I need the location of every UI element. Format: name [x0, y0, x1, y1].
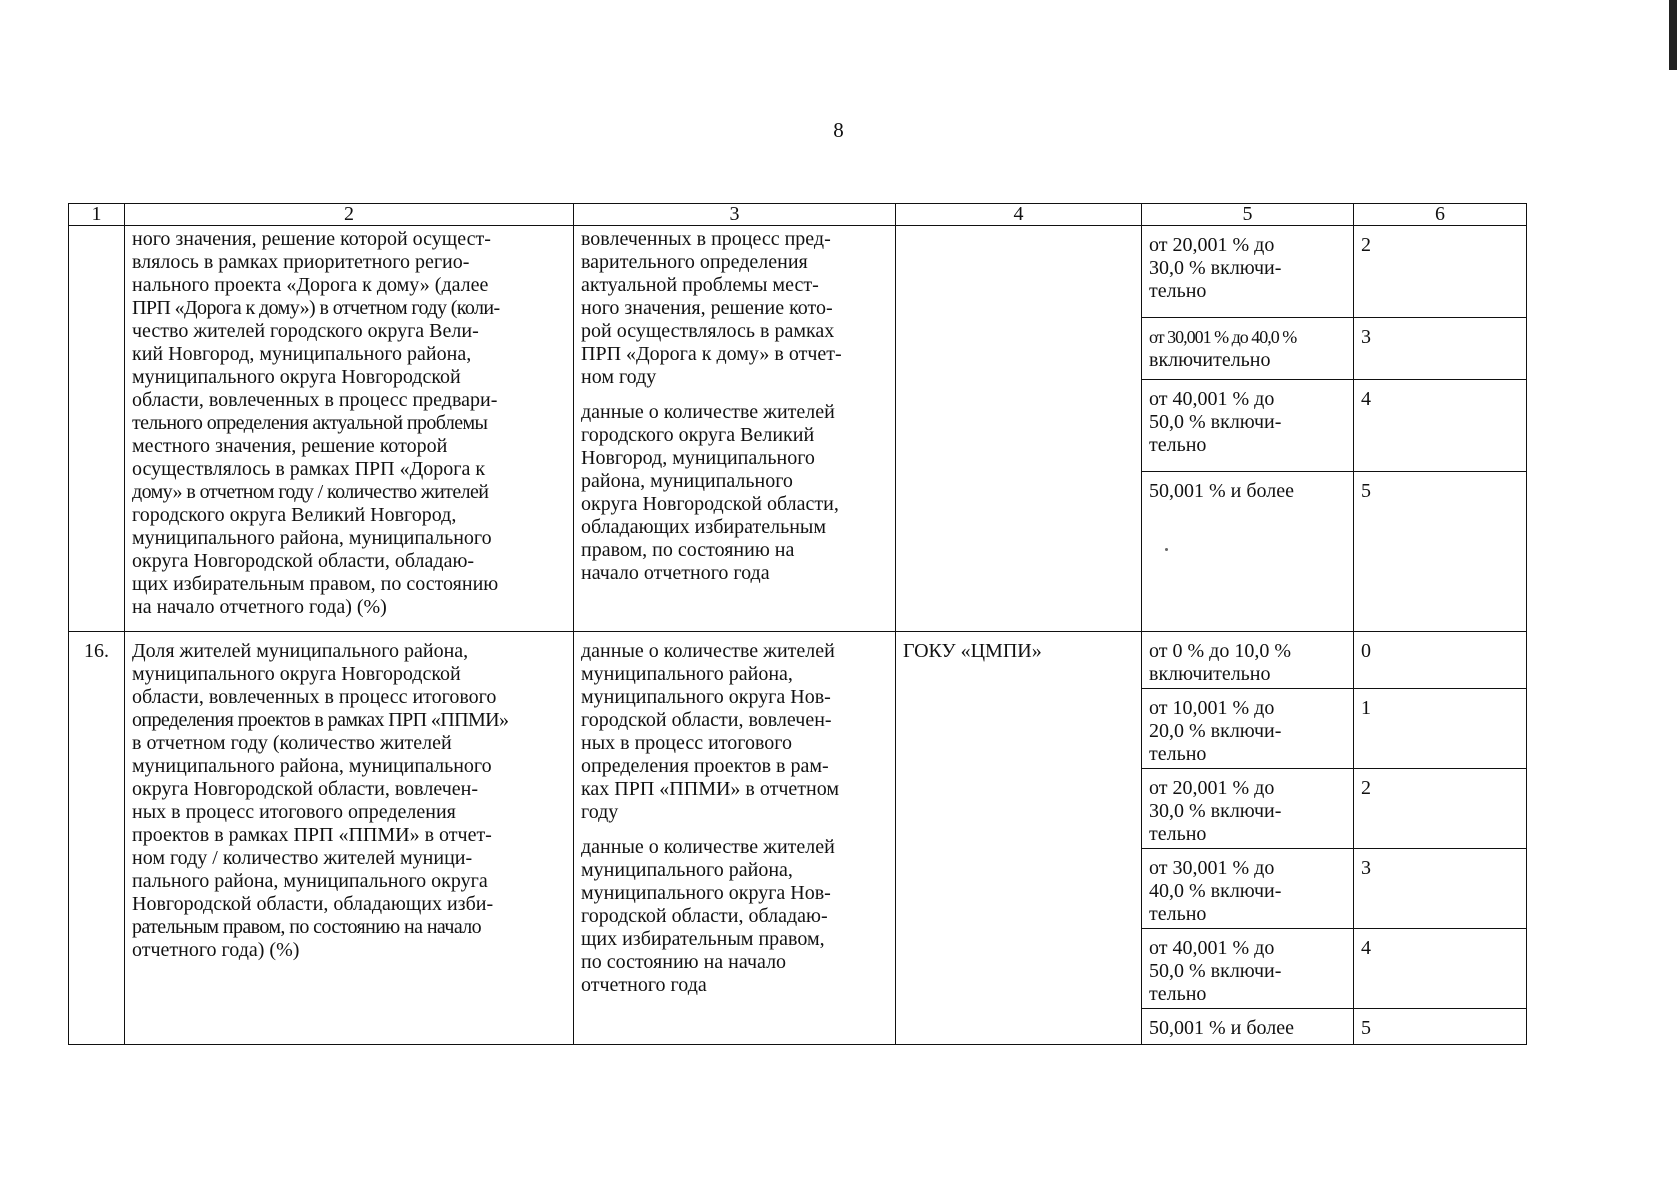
indicator-line: местного значения, решение которой: [132, 435, 448, 457]
source-line: городской области, вовлечен-: [581, 709, 832, 731]
row-index-cell: [69, 226, 125, 632]
range-line: от 30,001 % до 40,0 %: [1149, 327, 1297, 347]
indicator-line: осуществлялось в рамках ПРП «Дорога к: [132, 458, 486, 480]
range-line: 20,0 % включи-: [1149, 720, 1282, 742]
indicator-line: ного значения, решение которой осущест-: [132, 228, 491, 250]
range-line: тельно: [1149, 434, 1207, 456]
indicator-line: пального района, муниципального округа: [132, 870, 488, 892]
source-line: обладающих избирательным: [581, 516, 826, 538]
indicator-line: в отчетном году (количество жителей: [132, 732, 452, 754]
source-line: году: [581, 801, 619, 823]
source-line: рой осуществлялось в рамках: [581, 320, 835, 342]
indicator-line: Доля жителей муниципального района,: [132, 640, 469, 662]
source-line: муниципального района,: [581, 859, 793, 881]
indicator-line: отчетного года) (%): [132, 939, 300, 961]
source-block: [581, 401, 889, 585]
source-line: ном году: [581, 366, 657, 388]
range-cell: [1142, 632, 1354, 689]
table-header-row: [69, 204, 1527, 226]
indicator-line: кий Новгород, муниципального района,: [132, 343, 472, 365]
indicator-line: влялось в рамках приоритетного регио-: [132, 251, 470, 273]
header-col-3: 3: [574, 204, 896, 226]
responsible-org: ГОКУ «ЦМПИ»: [903, 640, 1042, 662]
range-line: 30,0 % включи-: [1149, 257, 1282, 279]
score-value: 0: [1361, 640, 1371, 662]
source-line: варительного определения: [581, 251, 808, 273]
score-value: 2: [1361, 234, 1371, 256]
source-cell: [574, 226, 896, 632]
source-line: Новгород, муниципального: [581, 447, 815, 469]
source-line: щих избирательным правом,: [581, 928, 825, 950]
score-cell: [1354, 689, 1527, 769]
range-line: тельно: [1149, 280, 1207, 302]
score-cell: [1354, 769, 1527, 849]
source-line: данные о количестве жителей: [581, 836, 835, 858]
source-line: вовлеченных в процесс пред-: [581, 228, 831, 250]
header-col-1: 1: [69, 204, 125, 226]
source-block: [581, 836, 889, 997]
source-line: ПРП «Дорога к дому» в отчет-: [581, 343, 842, 365]
range-line: 40,0 % включи-: [1149, 880, 1282, 902]
range-line: от 40,001 % до: [1149, 937, 1275, 959]
indicator-line: области, вовлеченных в процесс итогового: [132, 686, 497, 708]
indicator-line: нального проекта «Дорога к дому» (далее: [132, 274, 489, 296]
score-cell: [1354, 849, 1527, 929]
indicator-line: муниципального округа Новгородской: [132, 663, 461, 685]
range-line: от 10,001 % до: [1149, 697, 1275, 719]
range-cell: [1142, 380, 1354, 472]
score-cell: [1354, 226, 1527, 318]
range-line: 50,0 % включи-: [1149, 411, 1282, 433]
source-line: городского округа Великий: [581, 424, 815, 446]
range-cell: [1142, 769, 1354, 849]
source-line: муниципального округа Нов-: [581, 882, 831, 904]
score-value: 3: [1361, 326, 1371, 348]
criteria-table: [68, 203, 1527, 1045]
scan-edge-mark: [1669, 0, 1677, 70]
source-block: [581, 228, 889, 389]
range-cell: [1142, 1009, 1354, 1045]
source-line: начало отчетного года: [581, 562, 770, 584]
score-cell: [1354, 929, 1527, 1009]
source-cell: [574, 632, 896, 1045]
score-value: 5: [1361, 480, 1371, 502]
indicator-line: дому» в отчетном году / количество жителей: [132, 481, 489, 503]
range-line: 50,001 % и более: [1149, 1017, 1295, 1039]
indicator-line: Новгородской области, обладающих изби-: [132, 893, 494, 915]
header-col-2: 2: [125, 204, 574, 226]
range-line: от 20,001 % до: [1149, 777, 1275, 799]
row-index-cell: [69, 632, 125, 1045]
header-col-4: 4: [896, 204, 1142, 226]
source-block: [581, 634, 889, 824]
range-line: 30,0 % включи-: [1149, 800, 1282, 822]
indicator-line: рательным правом, по состоянию на начало: [132, 916, 482, 938]
source-line: муниципального района,: [581, 663, 793, 685]
score-cell: [1354, 380, 1527, 472]
indicator-cell: [125, 226, 574, 632]
range-line: тельно: [1149, 743, 1207, 765]
indicator-line: городского округа Великий Новгород,: [132, 504, 457, 526]
indicator-line: на начало отчетного года) (%): [132, 596, 387, 618]
indicator-line: ных в процесс итогового определения: [132, 801, 456, 823]
indicator-line: определения проектов в рамках ПРП «ППМИ»: [132, 709, 509, 731]
responsible-cell: [896, 632, 1142, 1045]
indicator-line: ПРП «Дорога к дому») в отчетном году (коли-: [132, 297, 500, 319]
table-row: [69, 632, 1527, 689]
score-value: 4: [1361, 388, 1371, 410]
header-col-6: 6: [1354, 204, 1527, 226]
indicator-line: округа Новгородской области, вовлечен-: [132, 778, 479, 800]
page-number: 8: [833, 118, 844, 142]
score-value: 1: [1361, 697, 1371, 719]
range-line: включительно: [1149, 663, 1271, 685]
score-value: 4: [1361, 937, 1371, 959]
range-line: от 40,001 % до: [1149, 388, 1275, 410]
source-line: ках ПРП «ППМИ» в отчетном: [581, 778, 839, 800]
source-line: отчетного года: [581, 974, 707, 996]
range-line: тельно: [1149, 903, 1207, 925]
table-row: [69, 226, 1527, 318]
indicator-line: муниципального района, муниципального: [132, 527, 492, 549]
range-line: 50,0 % включи-: [1149, 960, 1282, 982]
source-line: района, муниципального: [581, 470, 793, 492]
source-line: муниципального округа Нов-: [581, 686, 831, 708]
source-line: данные о количестве жителей: [581, 401, 835, 423]
source-line: ных в процесс итогового: [581, 732, 793, 754]
range-cell: [1142, 689, 1354, 769]
indicator-line: муниципального округа Новгородской: [132, 366, 461, 388]
range-cell: [1142, 929, 1354, 1009]
source-line: ного значения, решение кото-: [581, 297, 833, 319]
score-value: 2: [1361, 777, 1371, 799]
indicator-line: щих избирательным правом, по состоянию: [132, 573, 499, 595]
source-line: актуальной проблемы мест-: [581, 274, 819, 296]
indicator-line: округа Новгородской области, обладаю-: [132, 550, 475, 572]
range-line: тельно: [1149, 823, 1207, 845]
range-line: от 30,001 % до: [1149, 857, 1275, 879]
scan-speck: [1165, 548, 1168, 551]
score-value: 3: [1361, 857, 1371, 879]
indicator-line: тельного определения актуальной проблемы: [132, 412, 488, 434]
score-cell: [1354, 472, 1527, 632]
range-cell: [1142, 849, 1354, 929]
responsible-cell: [896, 226, 1142, 632]
score-cell: [1354, 318, 1527, 380]
range-line: от 0 % до 10,0 %: [1149, 640, 1291, 662]
score-cell: [1354, 1009, 1527, 1045]
range-line: включительно: [1149, 349, 1271, 371]
indicator-line: ном году / количество жителей муници-: [132, 847, 473, 869]
range-cell: [1142, 226, 1354, 318]
source-line: определения проектов в рам-: [581, 755, 829, 777]
range-line: тельно: [1149, 983, 1207, 1005]
source-line: городской области, обладаю-: [581, 905, 828, 927]
header-col-5: 5: [1142, 204, 1354, 226]
range-cell: [1142, 318, 1354, 380]
indicator-line: муниципального района, муниципального: [132, 755, 492, 777]
source-line: округа Новгородской области,: [581, 493, 839, 515]
range-cell: [1142, 472, 1354, 632]
row-index: 16.: [84, 640, 109, 662]
range-line: от 20,001 % до: [1149, 234, 1275, 256]
score-value: 5: [1361, 1017, 1371, 1039]
score-cell: [1354, 632, 1527, 689]
indicator-line: проектов в рамках ПРП «ППМИ» в отчет-: [132, 824, 492, 846]
source-line: данные о количестве жителей: [581, 640, 835, 662]
range-line: 50,001 % и более: [1149, 480, 1295, 502]
source-line: правом, по состоянию на: [581, 539, 795, 561]
indicator-line: области, вовлеченных в процесс предвари-: [132, 389, 498, 411]
indicator-line: чество жителей городского округа Вели-: [132, 320, 479, 342]
source-line: по состоянию на начало: [581, 951, 787, 973]
indicator-cell: [125, 632, 574, 1045]
